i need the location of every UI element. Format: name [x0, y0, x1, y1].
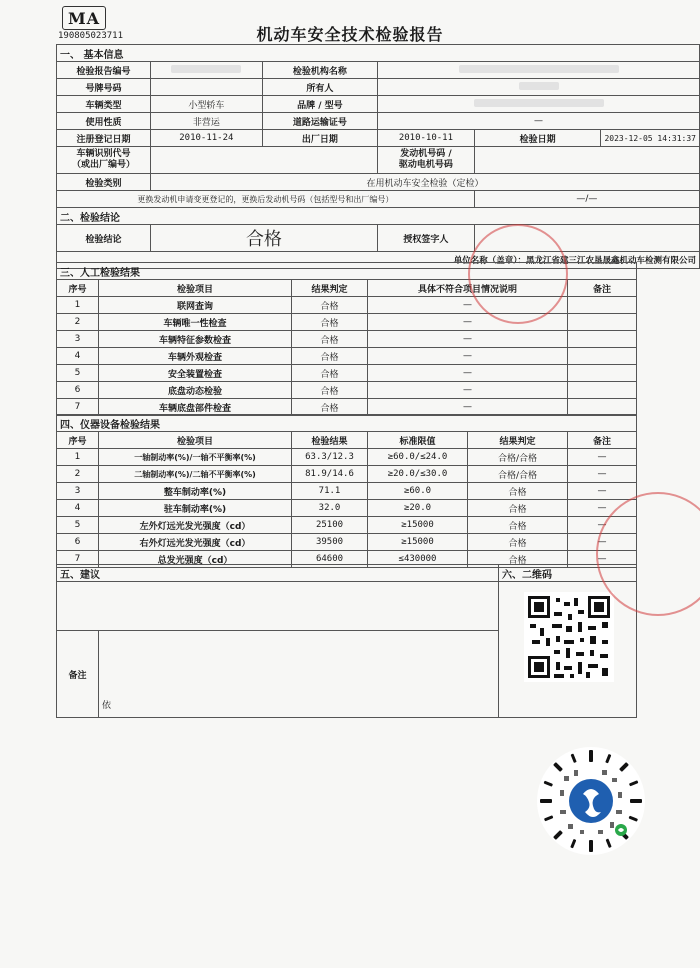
- permit-value: —: [378, 113, 700, 130]
- engine-change-label: 更换发动机申请变更登记的，更换后发动机号码（包括型号和出厂编号）: [57, 191, 475, 208]
- report-no-label: 检验报告编号: [57, 62, 151, 79]
- remark-content: [99, 631, 499, 718]
- table-row: 3 车辆特征参数检查 合格 —: [57, 331, 637, 348]
- table-row: 2 二轴制动率(%)/二轴不平衡率(%) 81.9/14.6 ≥20.0/≤30.0 合格/合格 —: [57, 466, 637, 483]
- reg-date-label: 注册登记日期: [57, 130, 151, 147]
- brand-value: [378, 96, 700, 113]
- signer-label: 授权签字人: [378, 225, 475, 252]
- remark-text: 依: [102, 701, 112, 711]
- suggestion-content: [57, 582, 499, 631]
- reg-date-value: 2010-11-24: [150, 130, 262, 147]
- ma-number: 190805023711: [58, 31, 124, 41]
- owner-value: [378, 79, 700, 96]
- page-title: 机动车安全技术检验报告: [256, 25, 444, 44]
- vehicle-type-label: 车辆类型: [57, 96, 151, 113]
- insp-date-label: 检验日期: [474, 130, 601, 147]
- plate-value: [150, 79, 262, 96]
- use-value: 非营运: [150, 113, 262, 130]
- section-qr-heading: 六、二维码: [499, 565, 637, 582]
- table-row: 4 驻车制动率(%) 32.0 ≥20.0 合格 —: [57, 500, 637, 517]
- vin-value: [150, 147, 377, 174]
- unit-value: 黑龙江省建三江农垦晟鑫机动车检测有限公司: [525, 256, 696, 266]
- ma-certification-mark: MA: [62, 6, 106, 30]
- owner-label: 所有人: [262, 79, 377, 96]
- permit-label: 道路运输证号: [262, 113, 377, 130]
- col-item: 检验项目: [99, 280, 292, 297]
- col-desc: 具体不符合项目情况说明: [368, 280, 568, 297]
- conclusion-value: 合格: [150, 225, 377, 252]
- section-conclusion-heading: 二、检验结论: [57, 208, 700, 225]
- vin-label: 车辆识别代号 （或出厂编号）: [57, 147, 151, 174]
- table-row: 3 整车制动率(%) 71.1 ≥60.0 合格 —: [57, 483, 637, 500]
- table-row: 5 左外灯远光发光强度（cd） 25100 ≥15000 合格 —: [57, 517, 637, 534]
- mini-program-code: [536, 746, 646, 856]
- table-row: 6 右外灯远光发光强度（cd） 39500 ≥15000 合格 —: [57, 534, 637, 551]
- unit-label: 单位名称（盖章）：: [453, 256, 526, 266]
- engine-label: 发动机号码 / 驱动电机号码: [378, 147, 475, 174]
- section-basic-info-heading: 一、 基本信息: [57, 45, 700, 62]
- mfg-date-value: 2010-10-11: [378, 130, 475, 147]
- table-row: 2 车辆唯一性检查 合格 —: [57, 314, 637, 331]
- use-label: 使用性质: [57, 113, 151, 130]
- table-row: 7 车辆底盘部件检查 合格 —: [57, 399, 637, 416]
- col-result: 结果判定: [292, 280, 368, 297]
- table-row: 7 总发光强度（cd） 64600 ≤430000 合格 —: [57, 551, 637, 568]
- col-no: 序号: [57, 280, 99, 297]
- vehicle-type-value: 小型轿车: [150, 96, 262, 113]
- official-seal-top: [468, 224, 568, 324]
- col-no: 序号: [57, 432, 99, 449]
- section-suggestion-heading: 五、建议: [57, 565, 499, 582]
- table-row: 1 一轴制动率(%)/一轴不平衡率(%) 63.3/12.3 ≥60.0/≤24.0 合格/合格 —: [57, 449, 637, 466]
- section-instrument-heading: 四、仪器设备检验结果: [57, 415, 637, 432]
- col-item: 检验项目: [99, 432, 292, 449]
- col-note: 备注: [568, 432, 637, 449]
- col-value: 检验结果: [292, 432, 368, 449]
- mfg-date-label: 出厂日期: [262, 130, 377, 147]
- brand-label: 品牌 / 型号: [262, 96, 377, 113]
- insp-date-value: 2023-12-05 14:31:37: [601, 130, 700, 147]
- org-label: 检验机构名称: [262, 62, 377, 79]
- table-row: 1 联网查询 合格 —: [57, 297, 637, 314]
- org-value: [378, 62, 700, 79]
- category-label: 检验类别: [57, 174, 151, 191]
- col-note: 备注: [568, 280, 637, 297]
- report-qr-code: [524, 592, 614, 682]
- section-manual-heading: 三、人工检验结果: [57, 263, 637, 280]
- remark-label: 备注: [57, 631, 99, 718]
- instrument-inspection-table: [56, 414, 637, 568]
- col-limit: 标准限值: [368, 432, 468, 449]
- engine-change-value: —/—: [474, 191, 699, 208]
- table-row: 6 底盘动态检验 合格 —: [57, 382, 637, 399]
- category-value: 在用机动车安全检验（定检）: [150, 174, 699, 191]
- conclusion-label: 检验结论: [57, 225, 151, 252]
- engine-value: [474, 147, 699, 174]
- table-row: 5 安全装置检查 合格 —: [57, 365, 637, 382]
- basic-info-table: [56, 44, 700, 269]
- table-row: 4 车辆外观检查 合格 —: [57, 348, 637, 365]
- report-no-value: [150, 62, 262, 79]
- plate-label: 号牌号码: [57, 79, 151, 96]
- col-result: 结果判定: [468, 432, 568, 449]
